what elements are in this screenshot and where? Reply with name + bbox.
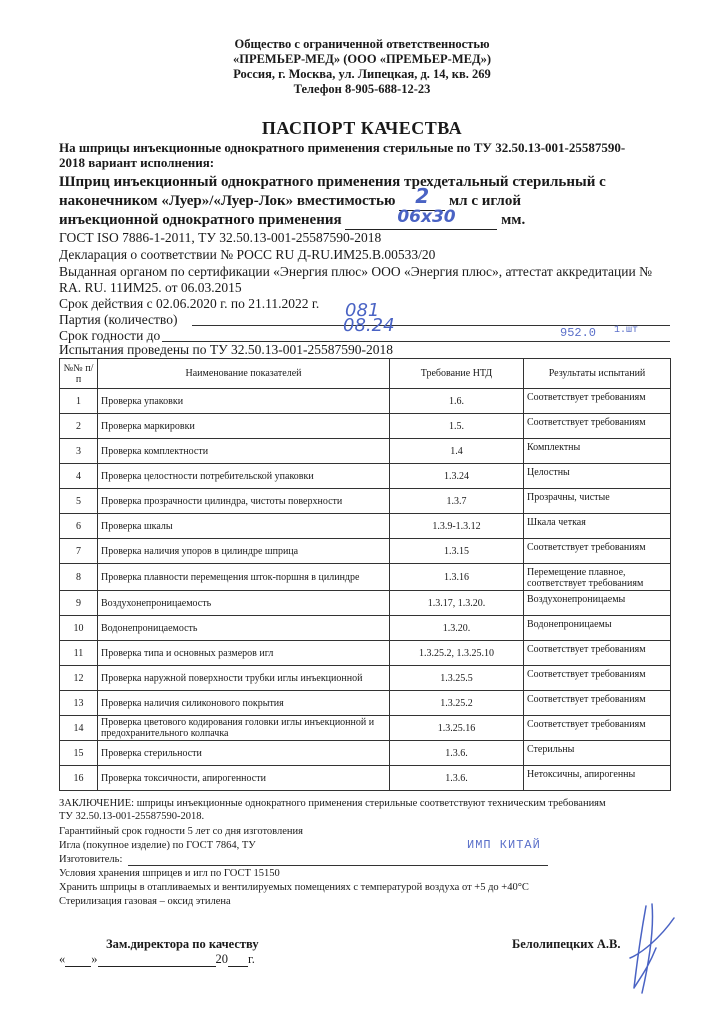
table-row bbox=[60, 564, 671, 591]
row-number: 8 bbox=[60, 564, 98, 591]
import-stamp: ИМП КИТАЙ bbox=[467, 838, 541, 852]
subtitle-line2: 2018 вариант исполнения: bbox=[59, 155, 215, 170]
company-address: Россия, г. Москва, ул. Липецкая, д. 14, кв. 269 bbox=[233, 67, 491, 81]
date-open-quote: « bbox=[59, 952, 66, 966]
table-row bbox=[60, 666, 671, 691]
row-result: Перемещение плавное, соответствует требованиям bbox=[524, 564, 671, 591]
row-indicator: Проверка цветового кодирования головки иглы инъекционной и предохранительного колпачка bbox=[98, 716, 390, 741]
row-number: 11 bbox=[60, 641, 98, 666]
date-month-blank bbox=[98, 954, 216, 967]
signer-position: Зам.директора по качеству bbox=[106, 937, 259, 951]
header-requirement: Требование НТД bbox=[390, 359, 524, 389]
row-indicator: Водонепроницаемость bbox=[98, 616, 390, 641]
row-requirement: 1.3.25.2 bbox=[390, 691, 524, 716]
row-indicator: Проверка упаковки bbox=[98, 389, 390, 414]
table-row bbox=[60, 691, 671, 716]
row-number: 6 bbox=[60, 514, 98, 539]
company-phone: Телефон 8-905-688-12-23 bbox=[293, 82, 431, 96]
row-number: 15 bbox=[60, 741, 98, 766]
row-requirement: 1.3.6. bbox=[390, 766, 524, 791]
table-row bbox=[60, 414, 671, 439]
row-indicator: Проверка типа и основных размеров игл bbox=[98, 641, 390, 666]
conclusion-line2: ТУ 32.50.13-001-25587590-2018. bbox=[59, 811, 205, 822]
signature-mark bbox=[612, 898, 682, 998]
row-indicator: Проверка наличия силиконового покрытия bbox=[98, 691, 390, 716]
conclusion-line1: ЗАКЛЮЧЕНИЕ: шприцы инъекционные однократного применения стерильные соответствуют техническим требованиям bbox=[59, 798, 606, 809]
row-result: Соответствует требованиям bbox=[524, 641, 671, 666]
row-requirement: 1.3.25.2, 1.3.25.10 bbox=[390, 641, 524, 666]
batch-underline bbox=[192, 325, 670, 326]
header-number: №№ п/п bbox=[60, 359, 98, 389]
table-row bbox=[60, 539, 671, 564]
date-close-quote: » bbox=[91, 952, 98, 966]
row-indicator: Проверка целостности потребительской упаковки bbox=[98, 464, 390, 489]
row-number: 10 bbox=[60, 616, 98, 641]
sterilization-line: Стерилизация газовая – оксид этилена bbox=[59, 896, 231, 907]
row-indicator: Проверка наружной поверхности трубки иглы инъекционной bbox=[98, 666, 390, 691]
batch-value: 081 bbox=[345, 300, 380, 321]
row-requirement: 1.3.25.5 bbox=[390, 666, 524, 691]
signer-name: Белолипецких А.В. bbox=[512, 937, 621, 951]
quantity-stamp: 952.0 bbox=[560, 326, 597, 340]
manufacturer-label: Изготовитель: bbox=[59, 854, 123, 865]
row-number: 7 bbox=[60, 539, 98, 564]
needle-gost-line: Игла (покупное изделие) по ГОСТ 7864, ТУ bbox=[59, 840, 256, 851]
product-line1: Шприц инъекционный однократного применения трехдетальный стерильный с bbox=[59, 174, 606, 190]
row-result: Соответствует требованиям bbox=[524, 716, 671, 741]
table-row bbox=[60, 591, 671, 616]
row-requirement: 1.3.20. bbox=[390, 616, 524, 641]
storage-gost-line: Условия хранения шприцев и игл по ГОСТ 15150 bbox=[59, 868, 280, 879]
row-result: Нетоксичны, апирогенны bbox=[524, 766, 671, 791]
subtitle-line1: На шприцы инъекционные однократного применения стерильные по ТУ 32.50.13-001-25587590- bbox=[59, 140, 626, 155]
table-row bbox=[60, 616, 671, 641]
row-result: Целостны bbox=[524, 464, 671, 489]
batch-label: Партия (количество) bbox=[59, 312, 178, 327]
validity-line: Срок действия с 02.06.2020 г. по 21.11.2022 г. bbox=[59, 296, 320, 311]
signature-date bbox=[59, 952, 255, 967]
row-requirement: 1.3.15 bbox=[390, 539, 524, 564]
table-row bbox=[60, 514, 671, 539]
declaration-line: Декларация о соответствии № РОСС RU Д-RU.ИМ25.В.00533/20 bbox=[59, 247, 436, 262]
company-short-name: «ПРЕМЬЕР-МЕД» (ООО «ПРЕМЬЕР-МЕД») bbox=[232, 52, 491, 66]
row-result: Воздухонепроницаемы bbox=[524, 591, 671, 616]
row-requirement: 1.5. bbox=[390, 414, 524, 439]
product-line3-unit: мм. bbox=[501, 212, 526, 228]
product-line2-unit: мл с иглой bbox=[448, 193, 521, 209]
date-suffix: г. bbox=[248, 952, 255, 966]
warranty-line: Гарантийный срок годности 5 лет со дня изготовления bbox=[59, 826, 303, 837]
row-requirement: 1.3.24 bbox=[390, 464, 524, 489]
row-result: Шкала четкая bbox=[524, 514, 671, 539]
row-indicator: Проверка токсичности, апирогенности bbox=[98, 766, 390, 791]
row-result: Комплектны bbox=[524, 439, 671, 464]
gost-line: ГОСТ ISO 7886-1-2011, ТУ 32.50.13-001-25587590-2018 bbox=[59, 230, 382, 245]
row-result: Стерильны bbox=[524, 741, 671, 766]
unit-stamp: 1.шт bbox=[614, 325, 639, 336]
row-result: Соответствует требованиям bbox=[524, 691, 671, 716]
date-day-blank bbox=[65, 954, 91, 967]
row-requirement: 1.3.25.16 bbox=[390, 716, 524, 741]
table-row bbox=[60, 741, 671, 766]
table-row bbox=[60, 389, 671, 414]
row-requirement: 1.3.7 bbox=[390, 489, 524, 514]
row-number: 3 bbox=[60, 439, 98, 464]
row-result: Соответствует требованиям bbox=[524, 389, 671, 414]
row-requirement: 1.6. bbox=[390, 389, 524, 414]
row-requirement: 1.4 bbox=[390, 439, 524, 464]
row-indicator: Проверка комплектности bbox=[98, 439, 390, 464]
product-line2-text: наконечником «Луер»/«Луер-Лок» вместимостью bbox=[59, 193, 396, 209]
expiry-label: Срок годности до bbox=[59, 328, 161, 343]
row-number: 14 bbox=[60, 716, 98, 741]
date-year-prefix: 20 bbox=[215, 952, 228, 966]
row-number: 12 bbox=[60, 666, 98, 691]
row-indicator: Проверка маркировки bbox=[98, 414, 390, 439]
tests-line: Испытания проведены по ТУ 32.50.13-001-25587590-2018 bbox=[59, 342, 394, 357]
row-indicator: Воздухонепроницаемость bbox=[98, 591, 390, 616]
row-number: 2 bbox=[60, 414, 98, 439]
company-name: Общество с ограниченной ответственностью bbox=[234, 37, 490, 51]
row-indicator: Проверка прозрачности цилиндра, чистоты поверхности bbox=[98, 489, 390, 514]
table-row bbox=[60, 716, 671, 741]
issued-line1: Выданная органом по сертификации «Энергия плюс» ООО «Энергия плюс», аттестат аккредитации № bbox=[59, 264, 652, 279]
row-number: 9 bbox=[60, 591, 98, 616]
header-result: Результаты испытаний bbox=[524, 359, 671, 389]
row-number: 13 bbox=[60, 691, 98, 716]
row-result: Водонепроницаемы bbox=[524, 616, 671, 641]
row-indicator: Проверка наличия упоров в цилиндре шприца bbox=[98, 539, 390, 564]
date-year-blank bbox=[228, 954, 248, 967]
row-number: 4 bbox=[60, 464, 98, 489]
expiry-value: 08.24 bbox=[343, 315, 395, 336]
row-result: Прозрачны, чистые bbox=[524, 489, 671, 514]
row-indicator: Проверка шкалы bbox=[98, 514, 390, 539]
test-results-table bbox=[59, 358, 671, 791]
row-result: Соответствует требованиям bbox=[524, 539, 671, 564]
table-header-row bbox=[60, 359, 671, 389]
table-row bbox=[60, 489, 671, 514]
product-line3-text: инъекционной однократного применения bbox=[59, 212, 342, 228]
row-requirement: 1.3.17, 1.3.20. bbox=[390, 591, 524, 616]
needle-size-field bbox=[345, 207, 497, 230]
row-result: Соответствует требованиям bbox=[524, 666, 671, 691]
document-title: ПАСПОРТ КАЧЕСТВА bbox=[261, 118, 463, 138]
storage-rooms-line: Хранить шприцы в отапливаемых и вентилируемых помещениях с температурой воздуха от +5 до +40°С bbox=[59, 882, 529, 893]
issued-line2: RA. RU. 11ИМ25. от 06.03.2015 bbox=[59, 280, 242, 295]
table-row bbox=[60, 464, 671, 489]
row-indicator: Проверка стерильности bbox=[98, 741, 390, 766]
row-result: Соответствует требованиям bbox=[524, 414, 671, 439]
header-indicator: Наименование показателей bbox=[98, 359, 390, 389]
table-row bbox=[60, 766, 671, 791]
manufacturer-underline bbox=[128, 865, 548, 866]
product-line3 bbox=[59, 207, 526, 230]
table-row bbox=[60, 641, 671, 666]
row-number: 16 bbox=[60, 766, 98, 791]
row-requirement: 1.3.16 bbox=[390, 564, 524, 591]
row-indicator: Проверка плавности перемещения шток-поршня в цилиндре bbox=[98, 564, 390, 591]
table-row bbox=[60, 439, 671, 464]
row-number: 1 bbox=[60, 389, 98, 414]
needle-size-value: 06х30 bbox=[397, 207, 456, 227]
row-requirement: 1.3.6. bbox=[390, 741, 524, 766]
volume-value: 2 bbox=[415, 184, 430, 208]
row-requirement: 1.3.9-1.3.12 bbox=[390, 514, 524, 539]
row-number: 5 bbox=[60, 489, 98, 514]
